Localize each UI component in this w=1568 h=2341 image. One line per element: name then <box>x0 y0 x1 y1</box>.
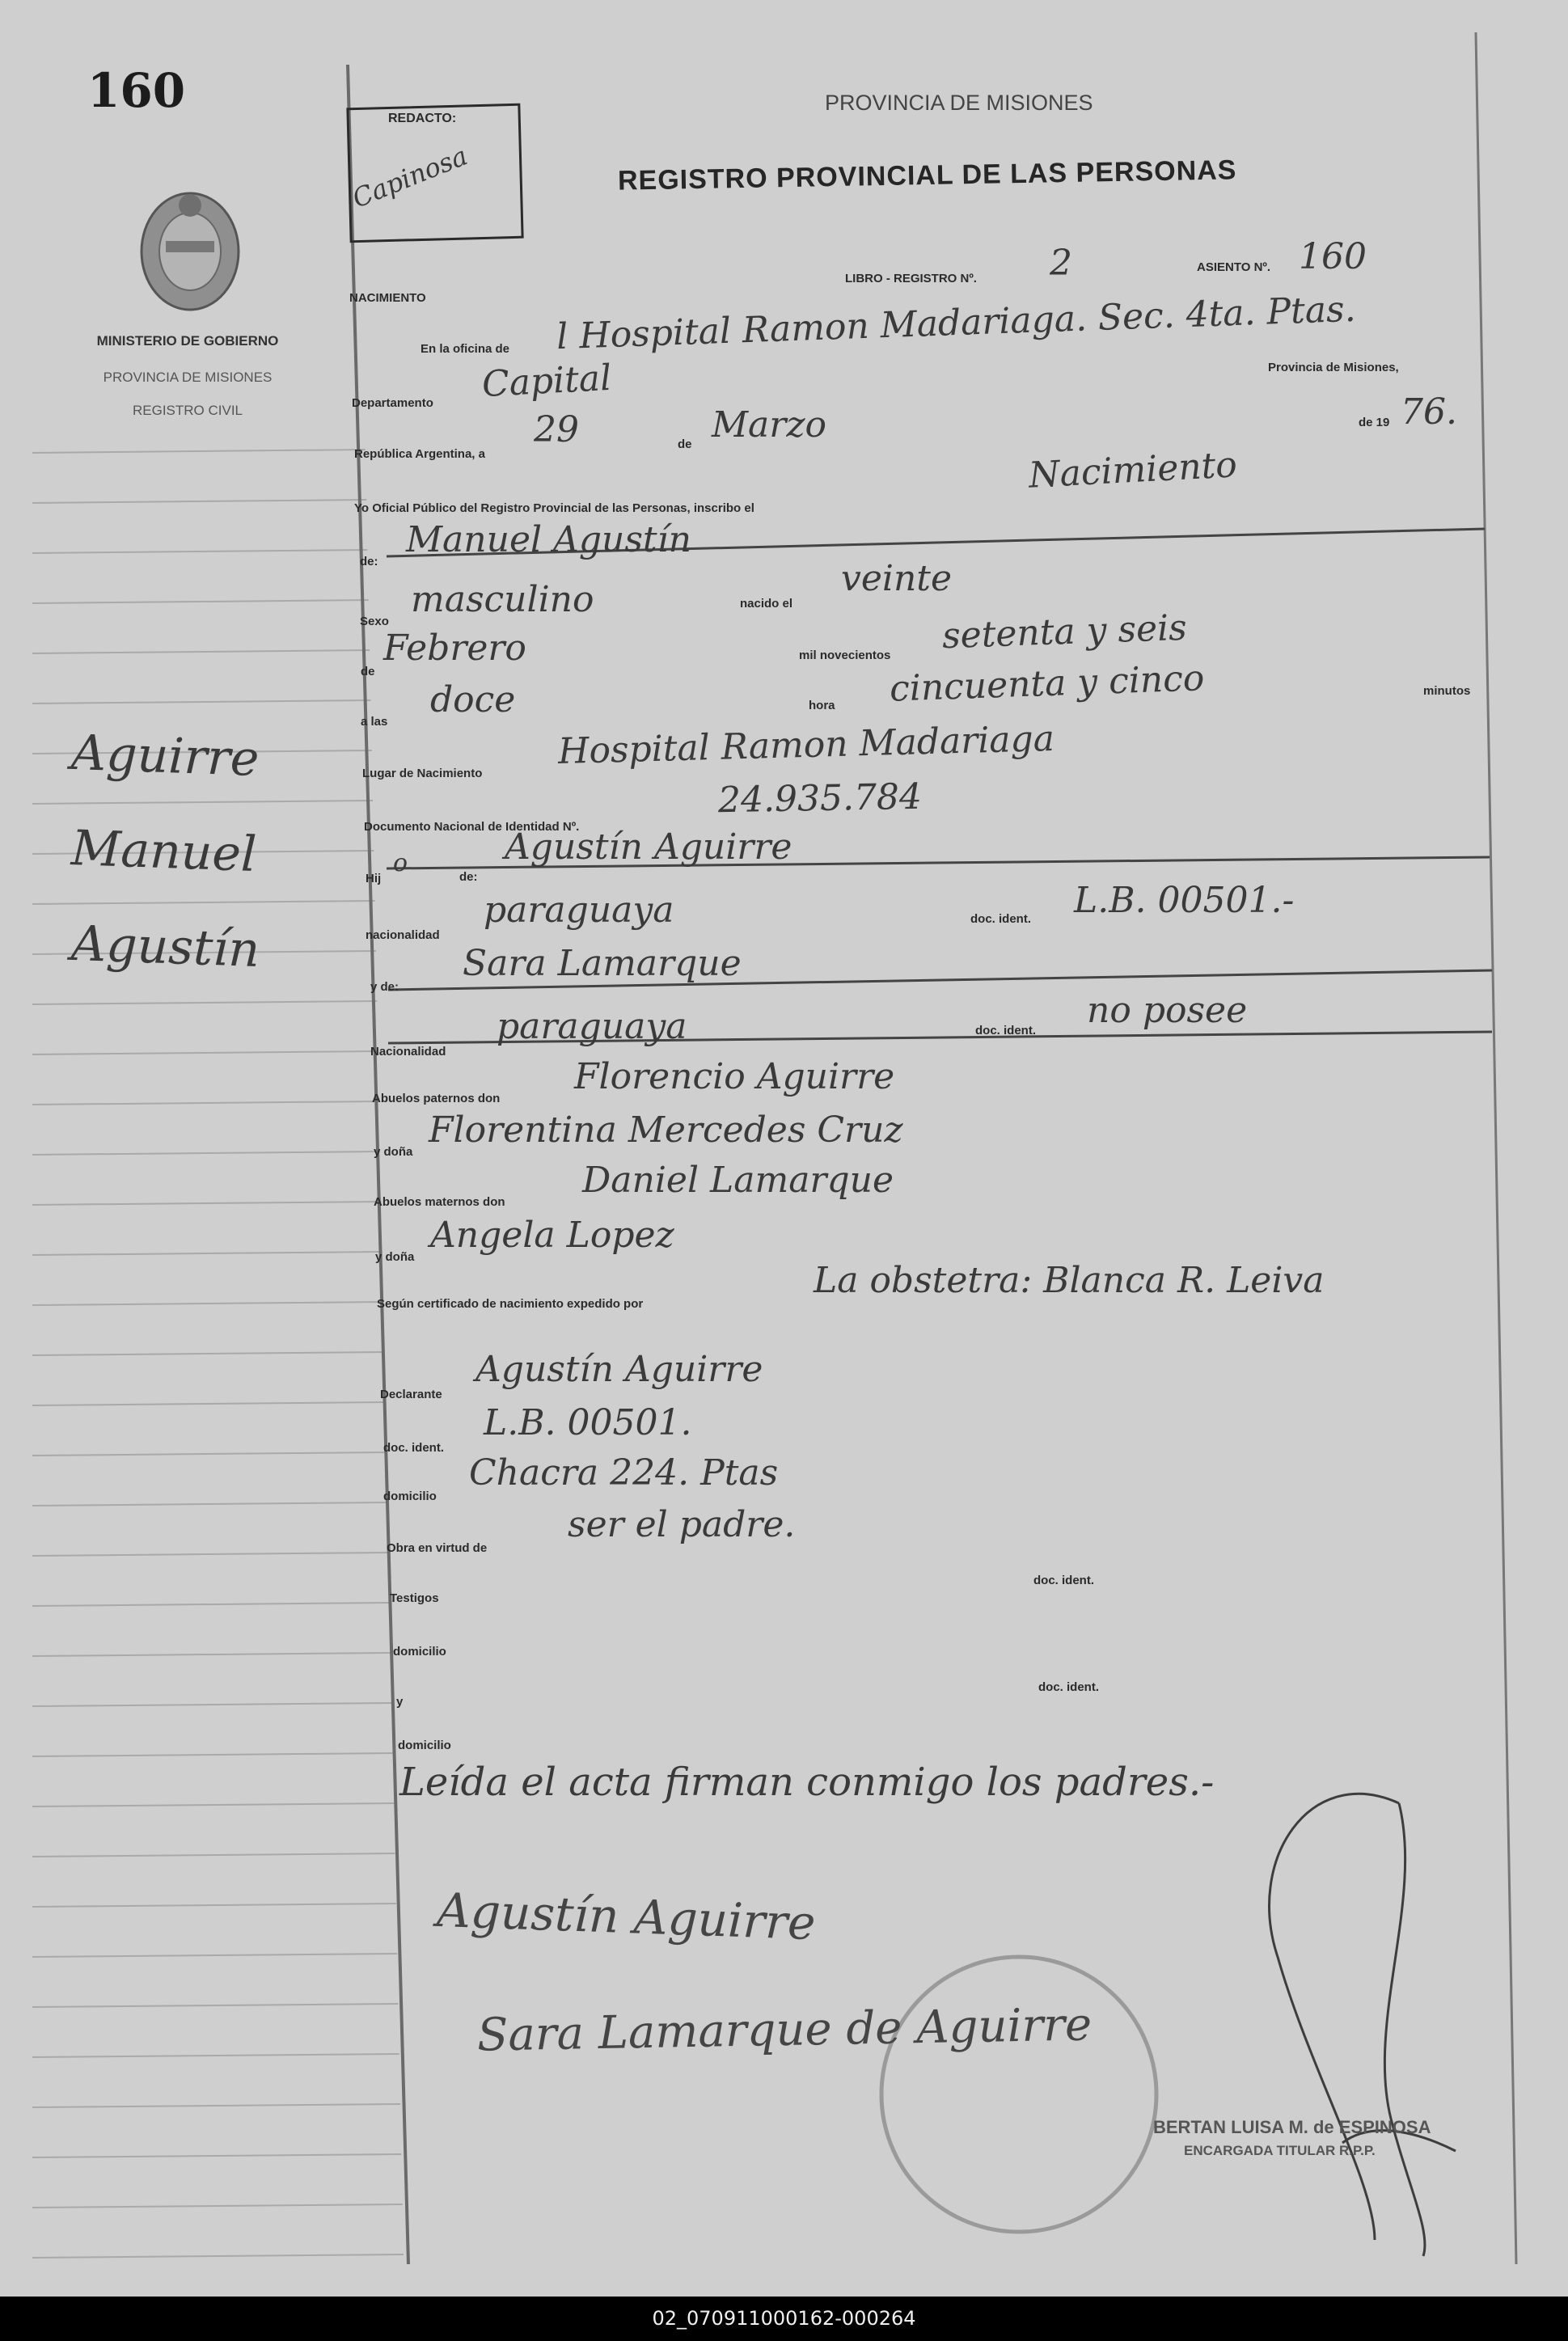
mil-label: mil novecientos <box>799 649 891 662</box>
de2-label: de: <box>360 555 378 568</box>
header-province: PROVINCIA DE MISIONES <box>825 91 1093 115</box>
margin-rule-line <box>32 1753 393 1756</box>
official-stamp-line2: ENCARGADA TITULAR R.P.P. <box>1184 2143 1376 2158</box>
signature-flourish <box>1270 1794 1456 2256</box>
lugar-value: Hospital Ramon Madariaga <box>557 717 1055 773</box>
provincia-label: Provincia de Misiones, <box>1268 361 1399 374</box>
anio-label: de 19 <box>1359 416 1390 429</box>
margin-rule-line <box>32 1352 384 1355</box>
domicilio-label: domicilio <box>383 1490 437 1503</box>
docident2-label: doc. ident. <box>975 1024 1036 1037</box>
margin-rule-line <box>32 550 367 553</box>
padre-doc-value: L.B. 00501.- <box>1074 880 1295 921</box>
margin-rule-line <box>32 2204 403 2208</box>
signature-father: Agustín Aguirre <box>435 1882 817 1951</box>
madre-doc-value: no posee <box>1087 990 1248 1031</box>
asiento-label: ASIENTO Nº. <box>1197 260 1271 274</box>
signature-mother: Sara Lamarque de Aguirre <box>476 1998 1093 2062</box>
nacimiento-label: NACIMIENTO <box>349 291 426 305</box>
departamento-label: Departamento <box>352 396 433 410</box>
padre-value: Agustín Aguirre <box>505 826 792 868</box>
nacionalidad-label: nacionalidad <box>366 928 440 942</box>
margin-rule-line <box>32 1001 377 1004</box>
folio-number: 160 <box>87 63 186 118</box>
margin-rule-line <box>32 1853 395 1857</box>
departamento-value: Capital <box>480 357 613 406</box>
de-label: de <box>678 437 692 451</box>
domicilio3-label: domicilio <box>398 1739 451 1752</box>
header-registry: REGISTRO PROVINCIAL DE LAS PERSONAS <box>617 154 1237 196</box>
dni-label: Documento Nacional de Identidad Nº. <box>364 820 580 834</box>
margin-rule-line <box>32 801 373 804</box>
margin-rule-line <box>32 1553 389 1556</box>
margin-rule-line <box>32 600 369 603</box>
ydona2-label: y doña <box>375 1250 415 1264</box>
docident-label: doc. ident. <box>970 912 1031 926</box>
docident5-label: doc. ident. <box>1038 1680 1099 1694</box>
official-seal <box>881 1957 1156 2232</box>
dni-value: 24.935.784 <box>717 775 923 822</box>
margin-rule-line <box>32 1703 392 1706</box>
libro-value: 2 <box>1050 243 1072 284</box>
margin-rule-line <box>32 2104 400 2107</box>
margin-rule-line <box>32 1402 386 1405</box>
asiento-value: 160 <box>1299 236 1367 277</box>
margin-rule-line <box>32 1202 381 1205</box>
margin-rule-line <box>32 1101 379 1105</box>
margin-rule-line <box>32 901 375 904</box>
abuelos-mat-label: Abuelos maternos don <box>374 1195 505 1209</box>
domicilio2-label: domicilio <box>393 1645 446 1659</box>
nacido-label: nacido el <box>740 597 793 611</box>
mes-value: Marzo <box>712 404 826 446</box>
hora-label: hora <box>809 699 835 712</box>
margin-rule-line <box>32 2254 404 2258</box>
margin-rule-line <box>32 1653 391 1656</box>
margin-note-line1: Aguirre <box>70 724 260 788</box>
margin-rule-line <box>32 1603 390 1606</box>
hora-value: cincuenta y cinco <box>889 657 1206 710</box>
declarante-label: Declarante <box>380 1388 442 1401</box>
margin-rule-line <box>32 1452 387 1456</box>
ministry-line1: MINISTERIO DE GOBIERNO <box>96 333 279 349</box>
de4-label: de: <box>459 870 478 884</box>
inscribo-value: Nacimiento <box>1027 444 1238 497</box>
segun-label: Según certificado de nacimiento expedido por <box>377 1297 644 1311</box>
margin-rule-line <box>32 650 370 653</box>
sexo-label: Sexo <box>360 615 389 628</box>
margin-rule-line <box>32 700 370 704</box>
margin-rule-line <box>32 1954 397 1957</box>
redacto-signature: Capinosa <box>348 140 472 214</box>
y-label: y <box>396 1695 404 1709</box>
abuelo-mat-value: Daniel Lamarque <box>582 1160 894 1201</box>
abuela-pat-value: Florentina Mercedes Cruz <box>429 1109 903 1151</box>
nacido-mes-value: Febrero <box>383 628 526 669</box>
docident4-label: doc. ident. <box>1033 1574 1094 1587</box>
hijo-suffix: o <box>393 849 408 877</box>
nacionalidad2-label: Nacionalidad <box>370 1045 446 1059</box>
madre-value: Sara Lamarque <box>463 943 742 984</box>
docident3-label: doc. ident. <box>383 1441 444 1455</box>
yde-label: y de: <box>370 980 399 994</box>
obra-value: ser el padre. <box>568 1504 796 1545</box>
nacido-value: veinte <box>841 558 953 599</box>
dia-value: 29 <box>534 409 579 450</box>
margin-rule-line <box>32 2154 401 2157</box>
margin-rule-line <box>32 500 366 503</box>
declarante-value: Agustín Aguirre <box>475 1349 763 1390</box>
redacto-label: REDACTO: <box>388 112 457 125</box>
margin-note-line2: Manuel <box>70 820 258 883</box>
abuela-mat-value: Angela Lopez <box>430 1215 674 1256</box>
margin-rule-line <box>32 1803 394 1806</box>
republica-label: República Argentina, a <box>354 447 485 461</box>
nombre-value: Manuel Agustín <box>406 519 692 560</box>
margin-rule-line <box>32 1051 378 1054</box>
margin-rule-line <box>32 2004 398 2007</box>
margin-note-line3: Agustín <box>70 915 261 979</box>
segun-value: La obstetra: Blanca R. Leiva <box>814 1260 1325 1301</box>
alas-value: doce <box>430 679 516 720</box>
abuelo-pat-value: Florencio Aguirre <box>574 1056 895 1097</box>
margin-rule-line <box>32 450 366 453</box>
coat-of-arms-icon <box>129 183 251 324</box>
image-caption: 02_070911000162-000264 <box>0 2297 1568 2341</box>
leida-value: Leída el acta firman conmigo los padres.- <box>399 1760 1215 1805</box>
hijo-label: Hij <box>366 872 382 885</box>
margin-rule-line <box>32 1302 383 1305</box>
ministry-line3: REGISTRO CIVIL <box>132 403 243 418</box>
domicilio-value: Chacra 224. Ptas <box>469 1452 779 1494</box>
ydona-label: y doña <box>374 1145 413 1159</box>
alas-label: a las <box>361 715 388 729</box>
official-stamp-line1: BERTAN LUISA M. de ESPINOSA <box>1153 2117 1431 2137</box>
margin-rule-line <box>32 1904 396 1907</box>
testigos-label: Testigos <box>390 1591 439 1605</box>
libro-label: LIBRO - REGISTRO Nº. <box>845 272 977 285</box>
abuelos-pat-label: Abuelos paternos don <box>372 1092 501 1105</box>
anio-value: 76. <box>1401 391 1457 433</box>
oficina-label: En la oficina de <box>421 342 510 356</box>
minutos-label: minutos <box>1423 684 1471 698</box>
lugar-label: Lugar de Nacimiento <box>362 767 483 780</box>
mil-value: setenta y seis <box>941 606 1188 657</box>
margin-rule-line <box>32 1502 387 1506</box>
ministry-line2: PROVINCIA DE MISIONES <box>103 370 273 385</box>
de3-label: de <box>361 665 375 678</box>
yo-label: Yo Oficial Público del Registro Provincial de las Personas, inscribo el <box>354 501 754 515</box>
nacionalidad-value: paraguaya <box>484 889 674 931</box>
sexo-value: masculino <box>411 579 594 620</box>
declarante-doc-value: L.B. 00501. <box>484 1402 692 1443</box>
nacionalidad2-value: paraguaya <box>497 1006 687 1047</box>
margin-rule-line <box>32 1151 380 1155</box>
margin-rule-line <box>32 1252 382 1255</box>
obra-label: Obra en virtud de <box>387 1541 488 1555</box>
margin-rule-line <box>32 2054 399 2057</box>
oficina-value: l Hospital Ramon Madariaga. Sec. 4ta. Ptas. <box>556 288 1357 358</box>
